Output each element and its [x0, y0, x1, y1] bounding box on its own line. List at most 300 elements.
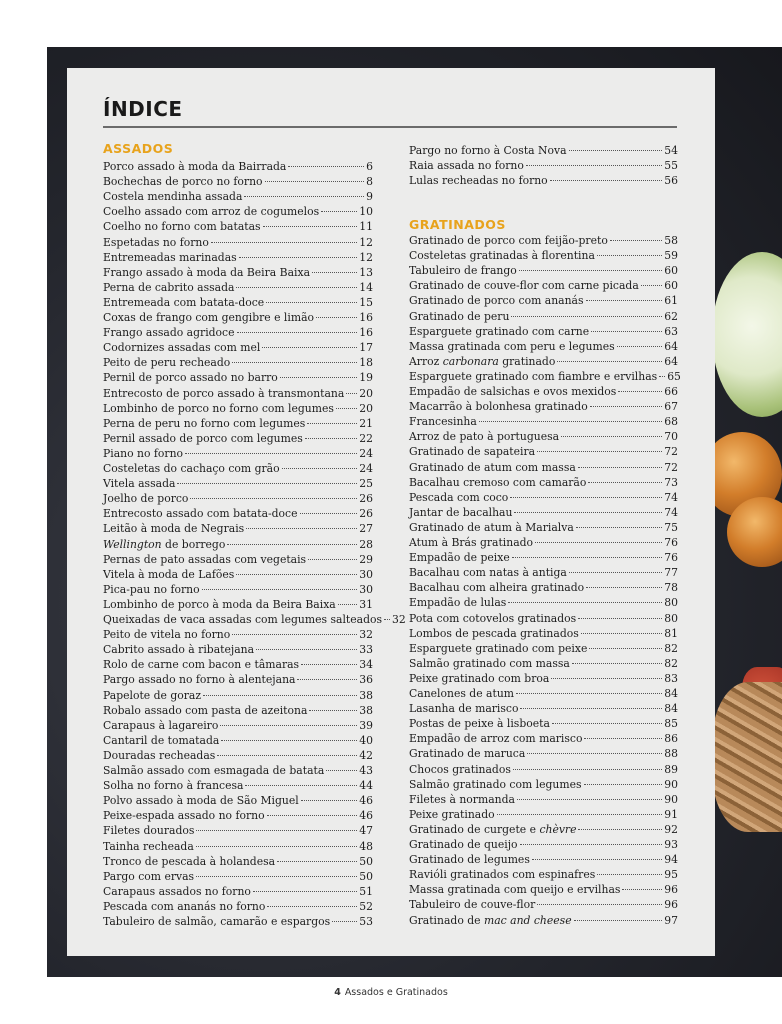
- entry-page-number: 33: [359, 643, 373, 657]
- index-entry: [103, 340, 373, 355]
- dot-leader: [572, 663, 662, 664]
- basket-image: [712, 682, 782, 832]
- entry-page-number: 20: [359, 401, 373, 415]
- page-title: ÍNDICE: [103, 97, 183, 121]
- entry-page-number: 84: [664, 687, 678, 700]
- entry-title: Leitão à moda de Negrais: [103, 522, 245, 536]
- dot-leader: [267, 815, 358, 816]
- dot-leader: [309, 710, 357, 711]
- index-entry: [409, 444, 678, 459]
- entry-title: Espetadas no forno: [103, 235, 209, 249]
- entry-page-number: 34: [359, 658, 373, 672]
- entry-title: Arroz de pato à portuguesa: [409, 430, 560, 444]
- index-entry: [103, 461, 373, 476]
- entry-title: Piano no forno: [103, 446, 184, 460]
- entry-page-number: 58: [664, 234, 678, 247]
- index-entry: [409, 414, 678, 429]
- index-entry: [409, 611, 678, 626]
- dot-leader: [551, 678, 662, 679]
- entry-page-number: 16: [359, 326, 373, 340]
- entry-page-number: 40: [359, 733, 373, 747]
- entry-title: Pargo assado no forno à alentejana: [103, 673, 296, 687]
- entry-page-number: 11: [359, 220, 373, 234]
- index-entry: [103, 597, 373, 612]
- dot-leader: [307, 423, 357, 424]
- entry-title: Pargo com ervas: [103, 869, 195, 883]
- index-entry: [409, 354, 678, 369]
- index-entry: [409, 716, 678, 731]
- index-entry: [409, 535, 678, 550]
- entry-page-number: 80: [664, 596, 678, 610]
- entry-title: Pica-pau no forno: [103, 582, 200, 596]
- index-entry: [409, 580, 678, 595]
- entry-title: Pargo no forno à Costa Nova: [409, 144, 567, 157]
- dot-leader: [597, 874, 662, 875]
- entry-page-number: 12: [359, 235, 373, 249]
- entry-page-number: 42: [359, 748, 373, 762]
- dot-leader: [203, 695, 357, 696]
- index-entry: [409, 746, 678, 761]
- title-divider: [103, 126, 677, 128]
- index-entry: [103, 914, 373, 929]
- entry-title: Robalo assado com pasta de azeitona: [103, 703, 308, 717]
- entry-page-number: 51: [359, 884, 373, 898]
- entry-page-number: 19: [359, 371, 373, 385]
- entry-title: Gratinado de mac and cheese: [409, 913, 572, 927]
- entry-page-number: 13: [359, 265, 373, 279]
- entry-title: Empadão de peixe: [409, 551, 510, 565]
- dot-leader: [336, 408, 357, 409]
- dot-leader: [578, 829, 662, 830]
- entry-title: Costela mendinha assada: [103, 190, 243, 204]
- entry-title: Esparguete gratinado com carne: [409, 324, 590, 338]
- dot-leader: [610, 240, 662, 241]
- entry-page-number: 15: [359, 295, 373, 309]
- index-entry: [103, 325, 373, 340]
- dot-leader: [520, 708, 662, 709]
- entry-title: Queixadas de vaca assadas com legumes salteados: [103, 613, 383, 626]
- entry-title: Peixe-espada assado no forno: [103, 809, 265, 823]
- dot-leader: [267, 906, 357, 907]
- entry-page-number: 65: [667, 369, 681, 383]
- dot-leader: [641, 285, 662, 286]
- entry-page-number: 83: [664, 671, 678, 685]
- index-entry: [103, 552, 373, 567]
- entry-title: Lombinho de porco no forno com legumes: [103, 401, 334, 415]
- dot-leader: [211, 242, 357, 243]
- index-entry: [103, 401, 373, 416]
- dot-leader: [312, 272, 357, 273]
- entry-page-number: 24: [359, 446, 373, 460]
- dot-leader: [511, 316, 662, 317]
- entry-page-number: 28: [359, 537, 373, 551]
- index-entry: [409, 399, 678, 414]
- entry-page-number: 94: [664, 853, 678, 867]
- entry-page-number: 60: [664, 264, 678, 278]
- entry-title: Joelho de porco: [103, 492, 189, 506]
- entry-title: Gratinado de peru: [409, 309, 510, 323]
- cabbage-image: [712, 252, 782, 417]
- entry-title: Gratinado de curgete e chèvre: [409, 822, 577, 836]
- entry-page-number: 46: [359, 794, 373, 808]
- index-entry: [103, 506, 373, 521]
- dot-leader: [265, 181, 365, 182]
- index-entry: [409, 324, 678, 339]
- index-entry: [103, 219, 373, 234]
- entry-page-number: 67: [664, 400, 678, 414]
- entry-title: Jantar de bacalhau: [409, 505, 513, 519]
- dot-leader: [586, 300, 663, 301]
- index-entry: [103, 416, 373, 431]
- dot-leader: [217, 755, 357, 756]
- entry-title: Cantaril de tomatada: [103, 733, 220, 747]
- entry-title: Gratinado de queijo: [409, 838, 518, 851]
- entry-page-number: 68: [664, 415, 678, 429]
- dot-leader: [581, 633, 662, 634]
- dot-leader: [510, 497, 662, 498]
- dot-leader: [346, 393, 357, 394]
- index-entry: [409, 671, 678, 686]
- index-entry: [409, 339, 678, 354]
- index-entry: [103, 748, 373, 763]
- entry-title: Perna de cabrito assada: [103, 280, 235, 294]
- index-entry: [103, 733, 373, 748]
- index-entry: [103, 386, 373, 401]
- dot-leader: [584, 738, 662, 739]
- entry-title: Gratinado de couve-flor com carne picada: [409, 279, 639, 293]
- dot-leader: [591, 331, 662, 332]
- section-title-gratinados: GRATINADOS: [409, 217, 506, 232]
- index-entry: [409, 565, 678, 580]
- entry-title: Peito de peru recheado: [103, 356, 231, 370]
- entry-title: Bacalhau com natas à antiga: [409, 566, 567, 580]
- dot-leader: [196, 830, 357, 831]
- entry-page-number: 31: [359, 597, 373, 611]
- dot-leader: [659, 376, 665, 377]
- index-entry: [103, 235, 373, 250]
- index-entry: [103, 793, 373, 808]
- entry-title: Cabrito assado à ribatejana: [103, 643, 255, 657]
- entry-page-number: 26: [359, 492, 373, 506]
- entry-page-number: 61: [664, 294, 678, 308]
- entry-title: Lasanha de marisco: [409, 702, 519, 716]
- index-entry: [103, 672, 373, 687]
- entry-page-number: 85: [664, 717, 678, 731]
- section-title-assados: ASSADOS: [103, 141, 174, 156]
- index-entry: [409, 505, 678, 520]
- entry-title: Lombinho de porco à moda da Beira Baixa: [103, 597, 336, 611]
- entry-title: Bochechas de porco no forno: [103, 175, 263, 189]
- dot-leader: [578, 467, 662, 468]
- index-entry: [103, 869, 373, 884]
- index-entry: [103, 310, 373, 325]
- entry-title: Pernil assado de porco com legumes: [103, 431, 303, 445]
- entry-page-number: 21: [359, 416, 373, 430]
- dot-leader: [588, 482, 662, 483]
- entry-page-number: 72: [664, 460, 678, 474]
- dot-leader: [578, 618, 662, 619]
- index-entry: [103, 839, 373, 854]
- entry-page-number: 46: [359, 809, 373, 823]
- entry-page-number: 20: [359, 386, 373, 400]
- entry-page-number: 96: [664, 898, 678, 912]
- index-entry: [409, 278, 678, 293]
- dot-leader: [190, 498, 357, 499]
- entry-page-number: 25: [359, 477, 373, 491]
- entry-title: Peixe gratinado com broa: [409, 671, 550, 685]
- entry-page-number: 78: [664, 581, 678, 595]
- index-entry: [103, 476, 373, 491]
- dot-leader: [262, 347, 357, 348]
- entry-page-number: 36: [359, 673, 373, 687]
- entry-title: Entremeadas marinadas: [103, 250, 237, 264]
- entry-page-number: 88: [664, 747, 678, 761]
- dot-leader: [584, 784, 663, 785]
- index-entry: [103, 189, 373, 204]
- dot-leader: [280, 377, 357, 378]
- entry-page-number: 73: [664, 475, 678, 489]
- dot-leader: [227, 544, 357, 545]
- entry-title: Pescada com coco: [409, 490, 509, 504]
- index-entry: [103, 265, 373, 280]
- entry-page-number: 8: [366, 175, 373, 189]
- index-entry: [409, 852, 678, 867]
- index-entry: [409, 686, 678, 701]
- dot-leader: [589, 648, 662, 649]
- dot-leader: [256, 649, 357, 650]
- index-entry: [409, 762, 678, 777]
- dot-leader: [239, 257, 358, 258]
- index-entry: [409, 309, 678, 324]
- dot-leader: [574, 920, 663, 921]
- entry-title: Arroz carbonara gratinado: [409, 354, 556, 368]
- entry-title: Rolo de carne com bacon e tâmaras: [103, 658, 300, 672]
- dot-leader: [508, 602, 662, 603]
- index-entry: [103, 763, 373, 778]
- dot-leader: [576, 527, 662, 528]
- index-entry: [103, 642, 373, 657]
- entry-title: Salmão gratinado com legumes: [409, 777, 582, 791]
- dot-leader: [321, 211, 357, 212]
- entry-page-number: 50: [359, 854, 373, 868]
- entry-page-number: 76: [664, 551, 678, 565]
- index-entry: [103, 250, 373, 265]
- index-entry: [409, 248, 678, 263]
- entry-title: Gratinado de atum à Marialva: [409, 520, 574, 534]
- dot-leader: [282, 468, 358, 469]
- dot-leader: [622, 889, 662, 890]
- index-entry: [103, 370, 373, 385]
- dot-leader: [237, 332, 358, 333]
- index-entry: [103, 204, 373, 219]
- entry-page-number: 38: [359, 688, 373, 702]
- index-entry: [409, 550, 678, 565]
- entry-page-number: 43: [359, 764, 373, 777]
- entry-title: Empadão de lulas: [409, 596, 507, 610]
- entry-page-number: 82: [664, 641, 678, 655]
- entry-page-number: 81: [664, 626, 678, 640]
- dot-leader: [516, 693, 662, 694]
- entry-page-number: 9: [366, 190, 373, 204]
- page-footer: [0, 987, 782, 998]
- entry-page-number: 91: [664, 807, 678, 821]
- entry-page-number: 38: [359, 703, 373, 717]
- index-entry: [409, 656, 678, 671]
- dot-leader: [497, 814, 663, 815]
- dot-leader: [552, 723, 662, 724]
- dot-leader: [297, 679, 357, 680]
- index-entry: [103, 446, 373, 461]
- entry-title: Esparguete gratinado com peixe: [409, 641, 588, 655]
- entry-page-number: 47: [359, 824, 373, 838]
- index-entry: [409, 293, 678, 308]
- index-entry: [103, 582, 373, 597]
- dot-leader: [520, 844, 663, 845]
- index-entry: [103, 703, 373, 718]
- entry-title: Frango assado à moda da Beira Baixa: [103, 265, 311, 279]
- entry-page-number: 55: [664, 159, 678, 173]
- index-entry: [409, 384, 678, 399]
- entry-title: Solha no forno à francesa: [103, 779, 244, 793]
- index-entry: [409, 460, 678, 475]
- index-entry: [103, 295, 373, 310]
- index-entry: [409, 837, 678, 852]
- index-entry: [409, 913, 678, 928]
- entry-title: Pernas de pato assadas com vegetais: [103, 552, 307, 566]
- index-entry: [409, 263, 678, 278]
- entry-page-number: 32: [392, 613, 406, 626]
- dot-leader: [532, 859, 662, 860]
- dot-leader: [535, 542, 662, 543]
- entry-page-number: 30: [359, 582, 373, 596]
- entry-title: Tabuleiro de frango: [409, 264, 517, 278]
- index-entry: [103, 491, 373, 506]
- index-entry: [409, 475, 678, 490]
- entry-page-number: 24: [359, 462, 373, 475]
- dot-leader: [221, 740, 357, 741]
- dot-leader: [384, 619, 390, 620]
- entry-page-number: 56: [664, 174, 678, 188]
- index-entry: [409, 867, 678, 882]
- entry-page-number: 76: [664, 536, 678, 549]
- dot-leader: [308, 559, 357, 560]
- index-entry: [409, 158, 678, 173]
- entry-title: Peito de vitela no forno: [103, 628, 231, 642]
- dot-leader: [586, 587, 662, 588]
- index-entry: [409, 777, 678, 792]
- entry-title: Coelho assado com arroz de cogumelos: [103, 205, 320, 219]
- entry-title: Gratinado de atum com massa: [409, 460, 576, 474]
- entry-title: Papelote de goraz: [103, 688, 202, 702]
- entry-page-number: 70: [664, 430, 678, 444]
- entry-page-number: 22: [359, 431, 373, 445]
- entry-page-number: 95: [664, 868, 678, 882]
- entry-page-number: 29: [359, 552, 373, 566]
- entry-page-number: 89: [664, 762, 678, 776]
- onion-image-small: [727, 497, 782, 567]
- index-entry: [103, 159, 373, 174]
- entry-title: Bacalhau com alheira gratinado: [409, 581, 585, 595]
- dot-leader: [332, 921, 357, 922]
- dot-leader: [245, 785, 357, 786]
- dot-leader: [512, 557, 663, 558]
- entry-page-number: 64: [664, 354, 678, 368]
- entry-page-number: 62: [664, 309, 678, 323]
- index-entry: [409, 626, 678, 641]
- entry-page-number: 97: [664, 913, 678, 927]
- index-entry: [103, 627, 373, 642]
- entry-title: Salmão gratinado com massa: [409, 656, 570, 670]
- dot-leader: [326, 770, 357, 771]
- entry-title: Frango assado agridoce: [103, 326, 235, 340]
- entry-page-number: 93: [664, 838, 678, 851]
- entry-page-number: 39: [359, 718, 373, 732]
- index-entry: [103, 521, 373, 536]
- entry-page-number: 44: [359, 779, 373, 793]
- index-entry: [409, 369, 681, 384]
- dot-leader: [177, 483, 357, 484]
- entry-title: Vitela à moda de Lafões: [103, 567, 235, 581]
- index-entry: [103, 778, 373, 793]
- entry-title: Gratinado de maruca: [409, 747, 526, 761]
- index-entry: [409, 233, 678, 248]
- entry-title: Ravióli gratinados com espinafres: [409, 868, 596, 882]
- entry-title: Postas de peixe à lisboeta: [409, 717, 550, 731]
- entry-title: Pernil de porco assado no barro: [103, 371, 278, 385]
- index-entry: [409, 822, 678, 837]
- index-entry: [409, 897, 678, 912]
- entry-page-number: 74: [664, 490, 678, 504]
- index-entry: [103, 567, 373, 582]
- entry-page-number: 53: [359, 915, 373, 928]
- entry-title: Atum à Brás gratinado: [409, 536, 534, 549]
- dot-leader: [597, 255, 662, 256]
- index-entry: [103, 823, 373, 838]
- entry-title: Entremeada com batata-doce: [103, 295, 265, 309]
- index-entry: [409, 490, 678, 505]
- dot-leader: [550, 180, 663, 181]
- entry-page-number: 59: [664, 249, 678, 263]
- entry-title: Canelones de atum: [409, 687, 515, 700]
- dot-leader: [590, 406, 663, 407]
- entry-page-number: 6: [366, 160, 373, 173]
- entry-page-number: 17: [359, 341, 373, 355]
- dot-leader: [253, 891, 357, 892]
- entry-page-number: 14: [359, 280, 373, 294]
- entry-title: Salmão assado com esmagada de batata: [103, 764, 325, 777]
- index-entry: [103, 280, 373, 295]
- entry-title: Carapaus à lagareiro: [103, 718, 219, 732]
- entry-title: Peixe gratinado: [409, 807, 495, 821]
- entry-title: Empadão de salsichas e ovos mexidos: [409, 385, 617, 398]
- book-title: Assados e Gratinados: [344, 987, 448, 998]
- entry-page-number: 27: [359, 522, 373, 536]
- entry-page-number: 77: [664, 566, 678, 580]
- dot-leader: [236, 574, 357, 575]
- entry-page-number: 16: [359, 311, 373, 324]
- dot-leader: [244, 196, 364, 197]
- entry-page-number: 52: [359, 899, 373, 913]
- entry-title: Tronco de pescada à holandesa: [103, 854, 276, 868]
- index-entry: [103, 174, 373, 189]
- entry-page-number: 72: [664, 445, 678, 459]
- entry-title: Lulas recheadas no forno: [409, 174, 548, 188]
- dot-leader: [301, 664, 357, 665]
- entry-page-number: 18: [359, 356, 373, 370]
- entry-page-number: 66: [664, 385, 678, 398]
- entry-title: Polvo assado à moda de São Miguel: [103, 794, 299, 808]
- dot-leader: [338, 604, 358, 605]
